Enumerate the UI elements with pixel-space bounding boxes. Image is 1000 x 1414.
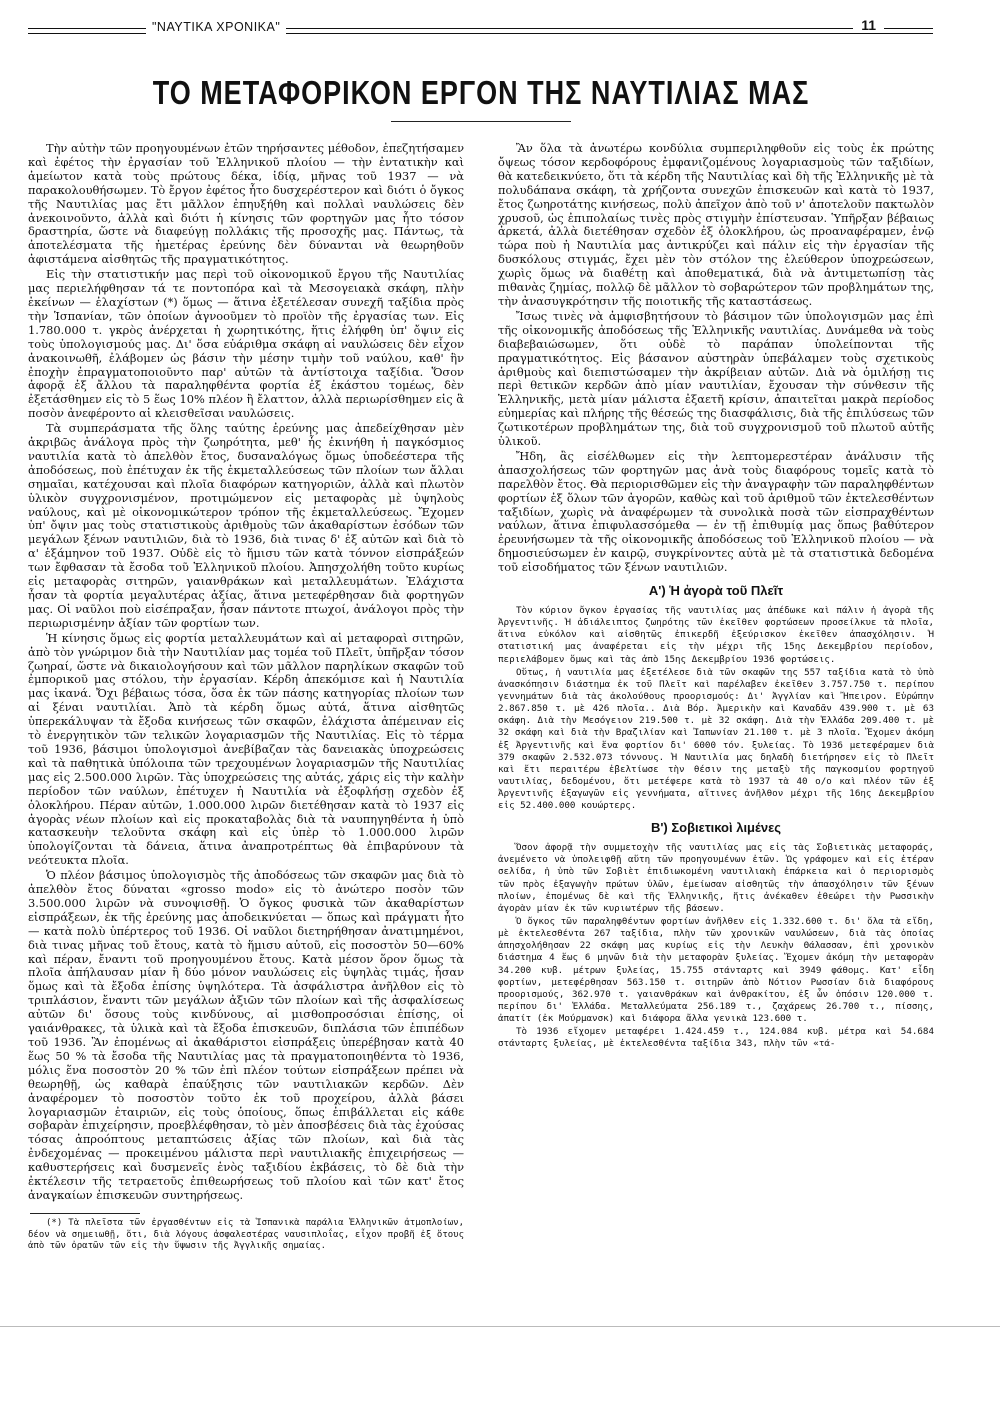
paragraph: Ὁ ὄγκος τῶν παραληφθέντων φορτίων ἀνῆλθεν εἰς 1.332.600 τ. δι' ὅλα τὰ εἴδη, μὲ ἐκτελεσθέντα 267 ταξίδια, πλὴν τῶν χρονικῶν ναυλώσεων, διὰ τὰς ὁποίας ἀπησχολήθησαν 22 σκάφη μας κυρίως εἰς τὴν Λευκὴν Θάλασσαν, ἐπὶ χρονικὸν διάστημα 4 ἕως 6 μηνῶν διὰ τὴν μεταφορὰν ξυλείας. Ἔχομεν ἀκόμη τὴν μεταφορὰν 34.200 κυβ. μέτρων ξυλείας, 15.755 στάνταρτς καὶ 3949 φάθομς. Κατ' εἶδη φορτίων, μετεφέρθησαν 563.150 τ. σιτηρῶν ἀπὸ Νότιον Ρωσσίαν διὰ διαφόρους προορισμούς, 362.970 τ. γαιανθράκων καὶ ἀνθρακίτου, ἐξ ὧν ὁπόσιν 120.000 τ. περίπου δι' Ἑλλάδα. Μεταλλεύματα 256.189 τ., ζαχάρεως 26.700 τ., πίσσης, ἀπατίτ (ἐκ Μούρμανσκ) καὶ διάφορα ἄλλα γενικὰ 123.600 τ. [498, 916, 934, 1025]
scan-edge-line [0, 1326, 1000, 1327]
paragraph: Ἂν ὅλα τὰ ἀνωτέρω κονδύλια συμπεριληφθοῦν εἰς τοὺς ἐκ πρώτης ὄψεως τόσον κερδοφόρους ἐμφανιζομένους λογαριασμοὺς τῶν ταξιδίων, θὰ κατεδεικνύετο, ὅτι τὰ κέρδη τῆς Ναυτιλίας καὶ δὴ τῆς Ἑλληνικῆς μὲ τὰ πολυδάπανα σκάφη, τὰ χρήζοντα συνεχῶν ἐπισκευῶν καὶ κατὰ τὸ 1937, ἔτος ζωηροτάτης κινήσεως, πολὺ ἀπεῖχον ἀπὸ τοῦ ν' ἀποτελοῦν πακτωλὸν χρυσοῦ, ὡς ἐπιπολαίως τινὲς πρὸς στιγμὴν ἐπίστευσαν. Ὑπῆρξαν βέβαιως ἀρκετά, ἀλλὰ διετέθησαν σχεδὸν ἐξ ὁλοκλήρου, ὡς προαναφέραμεν, ἐνῷ τώρα ποὺ ἡ Ναυτιλία μας ἀντικρύζει καὶ πάλιν εἰς τὴν ἐργασίαν τῆς δυσκόλους στιγμάς, ἔχει μὲν τὸν στόλον της ἐλεύθερον ὑποχρεώσεων, χωρὶς ὅμως νὰ διαθέτῃ καὶ ἀποθεματικά, διὰ νὰ ἀντιμετωπίσῃ τὰς πιθανὰς ζημίας, πολλῷ δὲ μᾶλλον τὸ σοβαρώτερον τῶν προβλημάτων της, τὴν ἀνασυγκρότησιν τῆς ποιοτικῆς τῆς καταστάσεως. [498, 141, 934, 308]
paragraph: Τὸ 1936 εἴχομεν μεταφέρει 1.424.459 τ., 124.084 κυβ. μέτρα καὶ 54.684 στάνταρτς ξυλείας, μὲ ἐκτελεσθέντα ταξίδια 343, πλὴν τῶν «τά- [498, 1026, 934, 1050]
page-number: 11 [853, 17, 884, 33]
section-heading-soviet-ports: Β') Σοβιετικοὶ λιμένες [650, 820, 782, 836]
paragraph: Οὕτως, ἡ ναυτιλία μας ἐξετέλεσε διὰ τῶν σκαφῶν της 557 ταξίδια κατὰ τὸ ὑπὸ ἀνασκόπησιν διάστημα ἐκ τοῦ Πλεῖτ καὶ παρέλαβεν ἐκεῖθεν 3.757.750 τ. περίπου γεννημάτων διὰ τὰς ἀκολούθους προορισμούς: Δι' Ἀγγλίαν καὶ Ἤπειρον. Εὐρώπην 2.867.850 τ. μὲ 426 πλοῖα.. Διὰ Βόρ. Ἀμερικὴν καὶ Καναδᾶν 439.900 τ. μὲ 63 σκάφη. Διὰ τὴν Μεσόγειον 219.500 τ. μὲ 32 σκάφη. Διὰ τὴν Ἑλλάδα 209.400 τ. μὲ 32 σκάφη καὶ διὰ τὴν Βραζιλίαν καὶ Ἰαπωνίαν 21.100 τ. μὲ 3 πλοῖα. Ἔχομεν ἀκόμη ἐξ Ἀργεντινῆς καὶ ἕνα φορτίον δι' 6000 τόν. ξυλείας. Τὸ 1936 μετεφέραμεν διὰ 379 σκαφῶν 2.532.073 τόννους. Ἡ Ναυτιλία μας δηλαδὴ διετήρησεν εἰς τὸ Πλεῖτ καὶ ἔτι περαιτέρω ἐβελτίωσε τὴν θέσιν της μεταξὺ τῆς παγκοσμίου φορτηγοῦ ναυτιλίας, δεδομένου, ὅτι μετέφερε κατὰ τὸ 1937 τὰ 40 ο/ο καὶ πλέον τῶν ἐξ Ἀργεντινῆς ἐξαγωγῶν εἰς γεννήματα, αἵτινες ἀνῆλθον μέχρι τῆς 16ης Δεκεμβρίου εἰς 52.400.000 κουώρτερς. [498, 666, 934, 812]
paragraph: Τὸν κύριον ὄγκον ἐργασίας τῆς ναυτιλίας μας ἀπέδωκε καὶ πάλιν ἡ ἀγορὰ τῆς Ἀργεντινῆς. Ἡ ἀδιάλειπτος ζωηρότης τῶν ἐκεῖθεν φορτώσεων προσείλκυε τὰ πλοῖα, ἅτινα εὐκόλον καὶ αἰσθητῶς ἐπικερδῆ ἐξεύρισκον ἐκεῖθεν ἀπασχόλησιν. Ἡ στατιστική μας ἀναφέρεται εἰς τὴν μέχρι τῆς 15ης Δεκεμβρίου περίοδον, περιελάβομεν ὅμως καὶ τὰς ἀπὸ 15ης Δεκεμβρίου 1936 φορτώσεις. [498, 604, 934, 665]
right-column [498, 142, 934, 1254]
paragraph: Τὰ συμπεράσματα τῆς ὅλης ταύτης ἐρεύνης μας ἀπεδείχθησαν μὲν ἀκριβῶς ἀνάλογα πρὸς τὴν ζωηρότητα, μεθ' ἧς ἐκινήθη ἡ παγκόσμιος ναυτιλία κατὰ τὸ ἀπελθὸν ἔτος, δυσαναλόγως ὅμως ὑποδεέστερα τῆς ἀποδόσεως, ποὺ ἐπέτυχαν ἐκ τῆς ἐκμεταλλεύσεως τῶν πλοίων των ἄλλαι σημαῖαι, κατέχουσαι καὶ πλοῖα διαφόρων κατηγοριῶν, ἀλλὰ καὶ πλωτὸν ὑλικὸν συγχρονισμένον, προτιμώμενον εἰς μεταφορὰς μὲ ὑψηλοὺς ναύλους, καὶ μὲ οἰκονομικώτερον τρόπον τῆς ἐκμεταλλεύσεως. Ἔχομεν ὑπ' ὄψιν μας τοὺς στατιστικοὺς ἀριθμοὺς τῶν ἀκαθαρίστων ἐσόδων τῶν μεγάλων ξένων ναυτιλιῶν, διὰ τὸ 1936, διὰ τινας δ' ἐξ αὐτῶν καὶ διὰ τὸ α' ἑξάμηνον τοῦ 1937. Οὐδὲ εἰς τὸ ἥμισυ τῶν κατὰ τόννον εἰσπράξεών των ἔφθασαν τὰ ἔσοδα τοῦ Ἑλληνικοῦ πλοίου. Ἀπησχολήθη τοῦτο κυρίως εἰς μεταφορὰς σιτηρῶν, γαιανθράκων καὶ μεταλλευμάτων. Ἐλάχιστα ἦσαν τὰ φορτία μεγαλυτέρας ἀξίας, ἅτινα μετεφέρθησαν διὰ φορτηγῶν μας. Οἱ ναῦλοι ποὺ εἰσέπραξαν, ἦσαν πάντοτε πτωχοί, ἀνάλογοι πρὸς τὴν περιωρισμένην ἀξίαν τῶν φορτίων των. [28, 421, 464, 630]
paragraph: Ὅσον ἀφορᾷ τὴν συμμετοχὴν τῆς ναυτιλίας μας εἰς τὰς Σοβιετικὰς μεταφοράς, ἀνεμένετο νὰ ὑπολειφθῇ αὕτη τῶν προηγουμένων ἐτῶν. Ὡς γράφομεν καὶ εἰς ἑτέραν σελίδα, ἡ ὑπὸ τῶν Σοβιὲτ ἐπιδιωκομένη ναυτιλιακὴ ἐπάρκεια καὶ ὁ περιορισμὸς τῶν πρὸς ἐξαγωγὴν πρώτων ὑλῶν, ἐμείωσαν αἰσθητῶς τὴν ἀπασχόλησιν τῶν ξένων πλοίων, ἐπομένως δὲ καὶ τῆς Ἑλληνικῆς, ἥτις ἀνέκαθεν ἐθεώρει τὴν Ρωσσικὴν ἀγορὰν μίαν ἐκ τῶν κυριωτέρων τῆς βάσεων. [498, 842, 934, 914]
title-underline [391, 121, 571, 122]
paragraph: Τὴν αὐτὴν τῶν προηγουμένων ἐτῶν τηρήσαντες μέθοδον, ἐπεζητήσαμεν καὶ ἐφέτος τὴν ἐργασίαν τοῦ Ἑλληνικοῦ πλοίου — τὴν ἐντατικὴν καὶ ἀμείωτον κατὰ τοὺς πρώτους δέκα, ἰδίᾳ, μῆνας τοῦ 1937 — νὰ παρακολουθήσωμεν. Τὸ ἔργον ἐφέτος ἦτο δυσχερέστερον καὶ διότι ὁ ὄγκος τῆς Ναυτιλίας μας ἔτι μᾶλλον ἐπηυξήθη καὶ πολλαὶ ναυλώσεις δὲν ἀνεκοινοῦντο, ἀλλὰ καὶ διότι ἡ κίνησις τῶν φορτηγῶν μας ἦτο τόσον δραστηρία, ὥστε νὰ διαφεύγῃ πολλάκις τῆς προσοχῆς μας. Πάντως, τὰ ἀποτελέσματα τῆς ἡμετέρας ἐρεύνης δὲν δύνανται νὰ θεωρηθοῦν ἀφιστάμενα αἰσθητῶς τῆς πραγματικότητος. [28, 141, 464, 267]
running-head [28, 17, 934, 44]
paragraph: Ἡ κίνησις ὅμως εἰς φορτία μεταλλευμάτων καὶ αἱ μεταφοραὶ σιτηρῶν, ἀπὸ τὸν γνώριμον διὰ τὴν Ναυτιλίαν μας τομέα τοῦ Πλεῖτ, ὑπῆρξαν τόσον ζωηραί, ὥστε νὰ δικαιολογήσουν καὶ τῶν μᾶλλον παρηλίκων σκαφῶν τοῦ ἐμπορικοῦ μας στόλου, τὴν ἐργασίαν. Κέρδη ἀπεκόμισε καὶ ἡ Ναυτιλία μας ἱκανά. Ὄχι βέβαιως τόσα, ὅσα ἐκ τῶν πάσης κατηγορίας πλοίων των αἱ ξέναι ναυτιλίαι. Ἀπὸ τὰ κέρδη ὅμως αὐτά, ἅτινα αἰσθητῶς ὑπερεκάλυψαν τὰ ἔξοδα κινήσεως τῶν σκαφῶν, ἐλάχιστα ἀπέμειναν εἰς τὸ ἐνεργητικὸν τῶν τελικῶν λογαριασμῶν τῆς Ναυτιλίας. Εἰς τὸ τέρμα τοῦ 1936, βάσιμοι ὑπολογισμοὶ ἀνεβίβαζαν τὰς δανειακὰς ὑποχρεώσεις καὶ τὰ παθητικὰ ὑπόλοιπα τῶν τρεχουμένων λογαριασμῶν τῆς Ναυτιλίας μας εἰς 2.500.000 λιρῶν. Τὰς ὑποχρεώσεις της αὐτάς, χάρις εἰς τὴν καλὴν περίοδον τῶν ναύλων, ἐπέτυχεν ἡ Ναυτιλία νὰ ἐξοφλήσῃ σχεδὸν ἐξ ὁλοκλήρου. Πέραν αὐτῶν, 1.000.000 λιρῶν διετέθησαν κατὰ τὸ 1937 εἰς ἀγορὰς νέων πλοίων καὶ εἰς προκαταβολὰς διὰ τὰ ναυπηγηθέντα ἡ ὑπὸ κατασκευὴν τελοῦντα σκάφη καὶ εἰς ὑπὲρ τὸ 1.000.000 λιρῶν ὑπολογίζονται τὰ δάνεια, ἅτινα ἀναπροτρέπτως θὰ ἐπιβαρύνουν τὰ νεότευκτα πλοῖα. [28, 630, 464, 868]
left-column [28, 142, 464, 1254]
paragraph: Εἰς τὴν στατιστικήν μας περὶ τοῦ οἰκονομικοῦ ἔργου τῆς Ναυτιλίας μας περιελήφθησαν τά τε ποντοπόρα καὶ τὰ Μεσογειακὰ σκάφη, πλὴν ἐκείνων — ἐλαχίστων (*) ὅμως — ἅτινα ἐξετέλεσαν συνεχῆ ταξίδια πρὸς τὴν Ἱσπανίαν, τῶν ὁποίων ἀγνοοῦμεν τὸ προϊὸν τῆς ἐργασίας των. Εἰς 1.780.000 τ. γκρὸς ἀνέρχεται ἡ χωρητικότης, ἥτις ἐλήφθη ὑπ' ὄψιν εἰς τοὺς ὑπολογισμούς μας. Δι' ὅσα εὐάριθμα σκάφη αἱ ναυλώσεις δὲν εἶχον ἀνακοινωθῆ, ἐλάβομεν ὡς βάσιν τὴν μέσην τιμὴν τοῦ ναύλου, καθ' ἣν ἐποχὴν ἐπραγματοποιοῦντο παρ' αὐτῶν τὰ ἀντίστοιχα ταξίδια. Ὅσον ἀφορᾷ ἐξ ἄλλου τὰ παραληφθέντα φορτία ἐξ ἑκάστου τομέως, δὲν ἐξετάσθημεν εἰς τὸ 5 ἕως 10% πλέον ἢ ἔλαττον, ἀλλὰ περιωρίσθημεν εἰς ἃ ποσὸν ἀνεφέροντο αἱ κλεισθεῖσαι ναυλώσεις. [28, 267, 464, 421]
paragraph: Ἴσως τινὲς νὰ ἀμφισβητήσουν τὸ βάσιμον τῶν ὑπολογισμῶν μας ἐπὶ τῆς οἰκονομικῆς ἀποδόσεως τῆς Ἑλληνικῆς ναυτιλίας. Δυνάμεθα νὰ τοὺς διαβεβαιώσωμεν, ὅτι οὐδὲ τὸ παράπαν ὑπολείπονται τῆς πραγματικότητος. Εἰς βάσανον αὐστηρὰν ὑπεβάλαμεν τοὺς σχετικοὺς ἀριθμοὺς καὶ διεπιστώσαμεν τὴν ἀκρίβειαν αὐτῶν. Διὰ νὰ ὁμιλήσῃ τις περὶ θετικῶν κερδῶν ἀπὸ μίαν ναυτιλίαν, ἔχουσαν τὴν σύνθεσιν τῆς Ἑλληνικῆς, μετὰ μίαν μάλιστα ἐξαετῆ κρίσιν, ἀπαιτεῖται μακρὰ περίοδος εὐημερίας καὶ πλήρης τῆς θέσεώς της διασφάλισις, διὰ τῆς ἐπιλύσεως τῶν ζωτικοτέρων προβλημάτων της, διὰ τοῦ συγχρονισμοῦ τοῦ πλωτοῦ αὐτῆς ὑλικοῦ. [498, 308, 934, 449]
publication-title: "ΝΑΥΤΙΚΑ ΧΡΟΝΙΚΑ" [146, 20, 286, 34]
article-body [28, 142, 934, 1254]
footnote: (*) Τὰ πλεῖστα τῶν ἐργασθέντων εἰς τὰ Ἱσπανικὰ παράλια Ἑλληνικῶν ἀτμοπλοίων, δέον νὰ σημειωθῇ, ὅτι, διὰ λόγους ἀσφαλεστέρας ναυσιπλοΐας, εἶχον προβῆ ἐξ ὅτους ἀπὸ τῶν ὀρατῶν τῶν εἰς τὴν ὕψωσιν τῆς Ἀγγλικῆς σημαίας. [28, 1217, 464, 1252]
paragraph: Ἤδη, ἂς εἰσέλθωμεν εἰς τὴν λεπτομερεστέραν ἀνάλυσιν τῆς ἀπασχολήσεως τῶν φορτηγῶν μας ἀνὰ τοὺς διαφόρους τομεῖς κατὰ τὸ παρελθὸν ἔτος. Θὰ περιορισθῶμεν εἰς τὴν ἀναγραφὴν τῶν παραληφθέντων φορτίων ἐξ ὅλων τῶν ἀγορῶν, καθὼς καὶ τοῦ ἀριθμοῦ τῶν ἐκτελεσθέντων ταξιδίων, χωρὶς νὰ ἀναφέρωμεν τὰ συνολικὰ ποσὰ τῶν εἰσπραχθέντων ναύλων, ἅτινα ἐπιφυλασσόμεθα — ἐν τῇ ἐπιθυμίᾳ μας ὅπως βαθύτερον ἐρευνήσωμεν τὰ τῆς οἰκονομικῆς ἀποδόσεως τοῦ Ἑλληνικοῦ πλοίου — νὰ δημοσιεύσωμεν ἐν καιρῷ, συγκρίνοντες αὐτὰ μὲ τὰ στατιστικὰ δεδομένα τοῦ εἰσοδήματος τῶν ξένων ναυτιλιῶν. [498, 448, 934, 575]
paragraph: Ὁ πλέον βάσιμος ὑπολογισμὸς τῆς ἀποδόσεως τῶν σκαφῶν μας διὰ τὸ ἀπελθὸν ἔτος δύναται «grosso modo» εἰς τὸ ἀνώτερο ποσὸν τῶν 3.500.000 λιρῶν νὰ συνοψισθῇ. Ὁ ὄγκος φυσικὰ τῶν ἀκαθαρίστων εἰσπράξεων, ἐκ τῆς ἐρεύνης μας ἀποδεικνύεται — ὅπως καὶ πράγματι ἦτο — κατὰ πολὺ ὑπέρτερος τοῦ 1936. Οἱ ναῦλοι διετηρήθησαν ἀνατιμημένοι, διὰ τινας μῆνας τοῦ ἔτους, κατὰ τὸ ἥμισυ αὐτοῦ, εἰς ποσοστὸν 50—60% καὶ πέραν, ἔναντι τοῦ προηγουμένου ἔτους. Κατὰ μέσον ὅρον ὅμως τὰ πλοῖα ἀπήλαυσαν μίαν ἢ δύο μόνον ναυλώσεις εἰς ὑψηλὰς τιμάς, ἦσαν ὅμως καὶ τὰ ἔξοδα ἐπίσης ὑψηλότερα. Τὰ ἀσφάλιστρα ἀνῆλθον εἰς τὸ τριπλάσιον, ἔναντι τῶν μεγάλων ἀξιῶν τῶν πλοίων καὶ τῆς ἀσφαλίσεως αὐτῶν δι' ὅσους τοὺς κινδύνους, αἱ μισθοπροσόσιαι ἐπίσης, οἱ γαιάνθρακες, τὰ ὑλικὰ καὶ τὰ ἔξοδα ἐπισκευῶν, διπλάσια τῶν ἐπιπέδων τοῦ 1936. Ἂν ἐπομένως αἱ ἀκαθάριστοι εἰσπράξεις ὑπερέβησαν κατὰ 40 ἕως 50 % τὰ ἔσοδα τῆς Ναυτιλίας μας τὰ πραγματοποιηθέντα τὸ 1936, μόλις ἕνα ποσοστὸν 20 % τῶν ἐπὶ πλέον τούτων εἰσπράξεων πρέπει νὰ θεωρηθῇ, ὡς καθαρὰ ἐπαύξησις τῶν ναυτιλιακῶν κερδῶν. Δὲν ἀναφέρομεν τὸ ποσοστὸν τοῦτο ἐκ τοῦ προχείρου, ἀλλὰ βάσει λογαριασμῶν ἐταιριῶν, εἰς τοὺς ὁποίους, ὅπως ἐπιβάλλεται εἰς κάθε σοβαρὰν ἐπιχείρησιν, προεβλέφθησαν, τὸ μὲν ἀποσβέσεις διὰ τὰς ἐχούσας τόσας ἀπροόπτους μεταπτώσεις ἀξίας τῶν πλοίων, καὶ διὰ τὰς ἐνδεχομένας — προκειμένου μάλιστα περὶ ναυτιλιακῆς ἐπιχειρήσεως — καθυστερήσεις καὶ δυσμενεῖς ἑνὸς ταξιδίου ἐκβάσεις, τὸ δὲ διὰ τὴν ἐκτέλεσιν τῆς τετραετοῦς ἐπιθεωρήσεως τοῦ πλοίου καὶ τῶν κατ' ἔτος ἀναγκαίων ἐπισκευῶν συντηρήσεως. [28, 868, 464, 1202]
footnote-rule [30, 1213, 140, 1214]
section-heading-plate: Α') Ἡ ἀγορὰ τοῦ Πλεῖτ [648, 583, 784, 599]
article-title: ΤΟ ΜΕΤΑΦΟΡΙΚΟΝ ΕΡΓΟΝ ΤΗΣ ΝΑΥΤΙΛΙΑΣ ΜΑΣ [152, 74, 810, 112]
